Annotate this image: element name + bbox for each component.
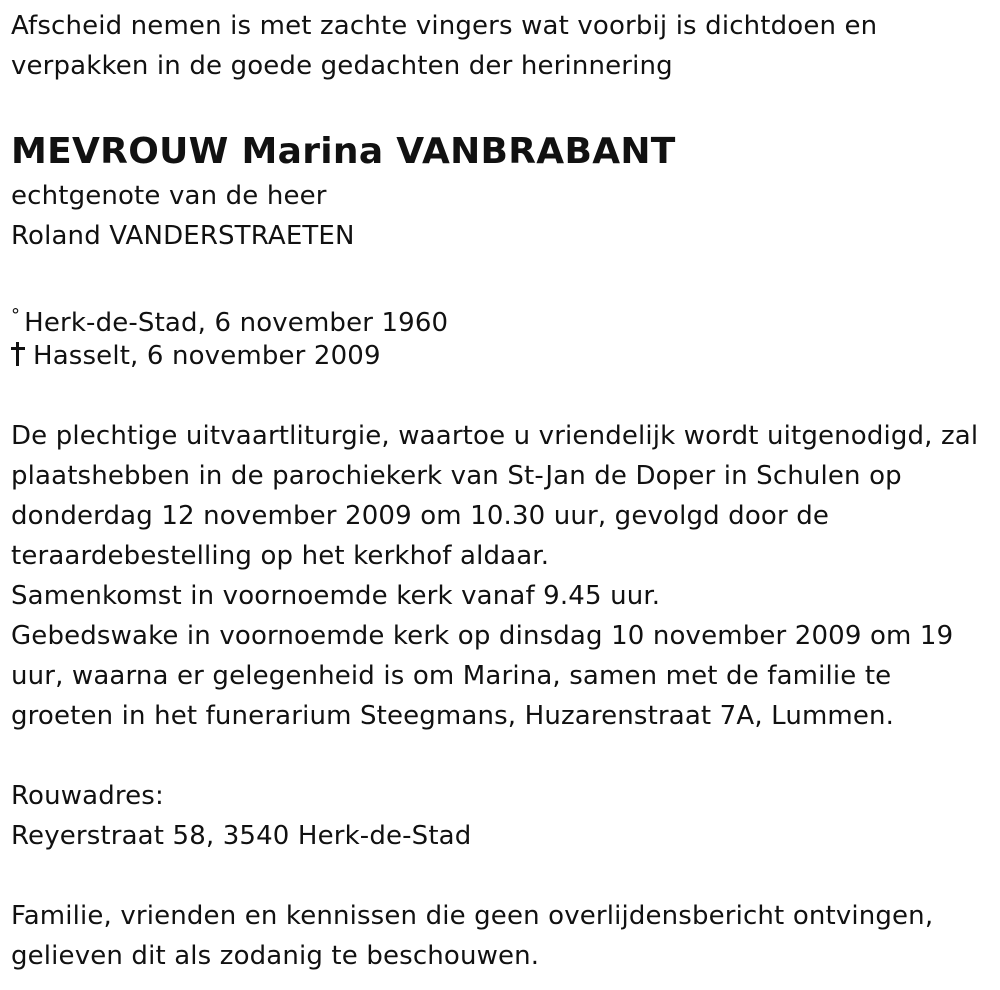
birth-degree-icon: ° [11,305,21,326]
closing-line-1: Familie, vrienden en kennissen die geen overlijdensbericht ontvingen, [11,901,934,931]
death-line [11,336,1000,376]
closing-line-2: gelieven dit als zodanig te beschouwen. [11,941,540,971]
ceremony-line: donderdag 12 november 2009 om 10.30 uur, gevolgd door de [11,501,829,531]
ceremony-line: groeten in het funerarium Steegmans, Huzarenstraat 7A, Lummen. [11,701,895,731]
spacer [11,856,1000,896]
ceremony-line: uur, waarna er gelegenheid is om Marina, samen met de familie te [11,661,892,691]
relation-line-2: Roland VANDERSTRAETEN [11,221,355,251]
spacer [11,86,1000,126]
death-text: Hasselt, 6 november 2009 [33,341,381,371]
relation-line-1: echtgenote van de heer [11,181,327,211]
ceremony-line: plaatshebben in de parochiekerk van St-Jan de Doper in Schulen op [11,461,902,491]
address-value: Reyerstraat 58, 3540 Herk-de-Stad [11,821,472,851]
birth-line [11,296,1000,336]
spacer [11,256,1000,296]
deceased-name: MEVROUW Marina VANBRABANT [11,131,676,172]
address-label: Rouwadres: [11,781,164,811]
spacer [11,376,1000,416]
birth-text: Herk-de-Stad, 6 november 1960 [24,308,449,338]
motto-line-1: Afscheid nemen is met zachte vingers wat voorbij is dichtdoen en [11,11,878,41]
ceremony-line: teraardebestelling op het kerkhof aldaar. [11,541,550,571]
ceremony-line: Gebedswake in voornoemde kerk op dinsdag 10 november 2009 om 19 [11,621,954,651]
ceremony-line: De plechtige uitvaartliturgie, waartoe u vriendelijk wordt uitgenodigd, zal [11,421,979,451]
motto-line-2: verpakken in de goede gedachten der herinnering [11,51,673,81]
spacer [11,736,1000,776]
ceremony-line: Samenkomst in voornoemde kerk vanaf 9.45 uur. [11,581,661,611]
cross-icon [11,342,25,366]
